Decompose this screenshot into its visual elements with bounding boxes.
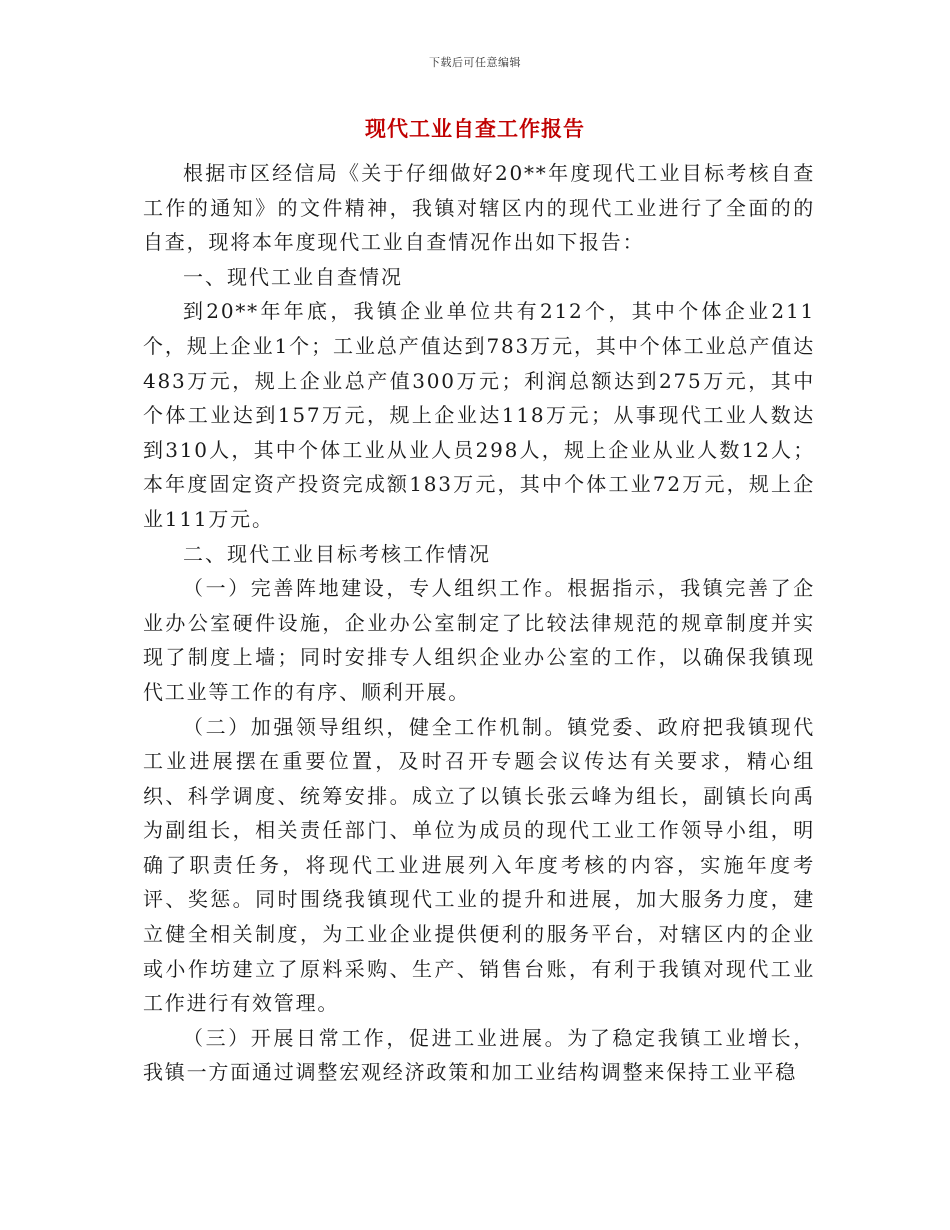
document-body xyxy=(143,156,815,1090)
paragraph-statistics: 到20**年年底，我镇企业单位共有212个，其中个体企业211个，规上企业1个；工业总产值达到783万元，其中个体工业总产值达483万元，规上企业总产值300万元；利润总额达到275万元，其中个体工业达到157万元，规上企业达118万元；从事现代工业人数达到310人，其中个体工业从业人员298人，规上企业从业人数12人；本年度固定资产投资完成额183万元，其中个体工业72万元，规上企业111万元。 xyxy=(143,299,815,531)
document-title: 现代工业自查工作报告 xyxy=(365,116,585,141)
section-heading-1: 一、现代工业自查情况 xyxy=(183,264,403,289)
paragraph-item-1: （一）完善阵地建设，专人组织工作。根据指示，我镇完善了企业办公室硬件设施，企业办公室制定了比较法律规范的规章制度并实现了制度上墙；同时安排专人组织企业办公室的工作，以确保我镇现代工业等工作的有序、顺利开展。 xyxy=(143,576,815,704)
paragraph-intro: 根据市区经信局《关于仔细做好20**年度现代工业目标考核自查工作的通知》的文件精神，我镇对辖区内的现代工业进行了全面的的自查，现将本年度现代工业自查情况作出如下报告： xyxy=(143,161,815,255)
header-note: 下载后可任意编辑 xyxy=(429,56,521,69)
paragraph-item-3: （三）开展日常工作，促进工业进展。为了稳定我镇工业增长，我镇一方面通过调整宏观经济政策和加工业结构调整来保持工业平稳 xyxy=(143,1025,815,1085)
section-heading-2: 二、现代工业目标考核工作情况 xyxy=(183,541,491,566)
paragraph-item-2: （二）加强领导组织，健全工作机制。镇党委、政府把我镇现代工业进展摆在重要位置，及时召开专题会议传达有关要求，精心组织、科学调度、统筹安排。成立了以镇长张云峰为组长，副镇长向禹为副组长，相关责任部门、单位为成员的现代工业工作领导小组，明确了职责任务，将现代工业进展列入年度考核的内容，实施年度考评、奖惩。同时围绕我镇现代工业的提升和进展，加大服务力度，建立健全相关制度，为工业企业提供便利的服务平台，对辖区内的企业或小作坊建立了原料采购、生产、销售台账，有利于我镇对现代工业工作进行有效管理。 xyxy=(143,714,815,1016)
